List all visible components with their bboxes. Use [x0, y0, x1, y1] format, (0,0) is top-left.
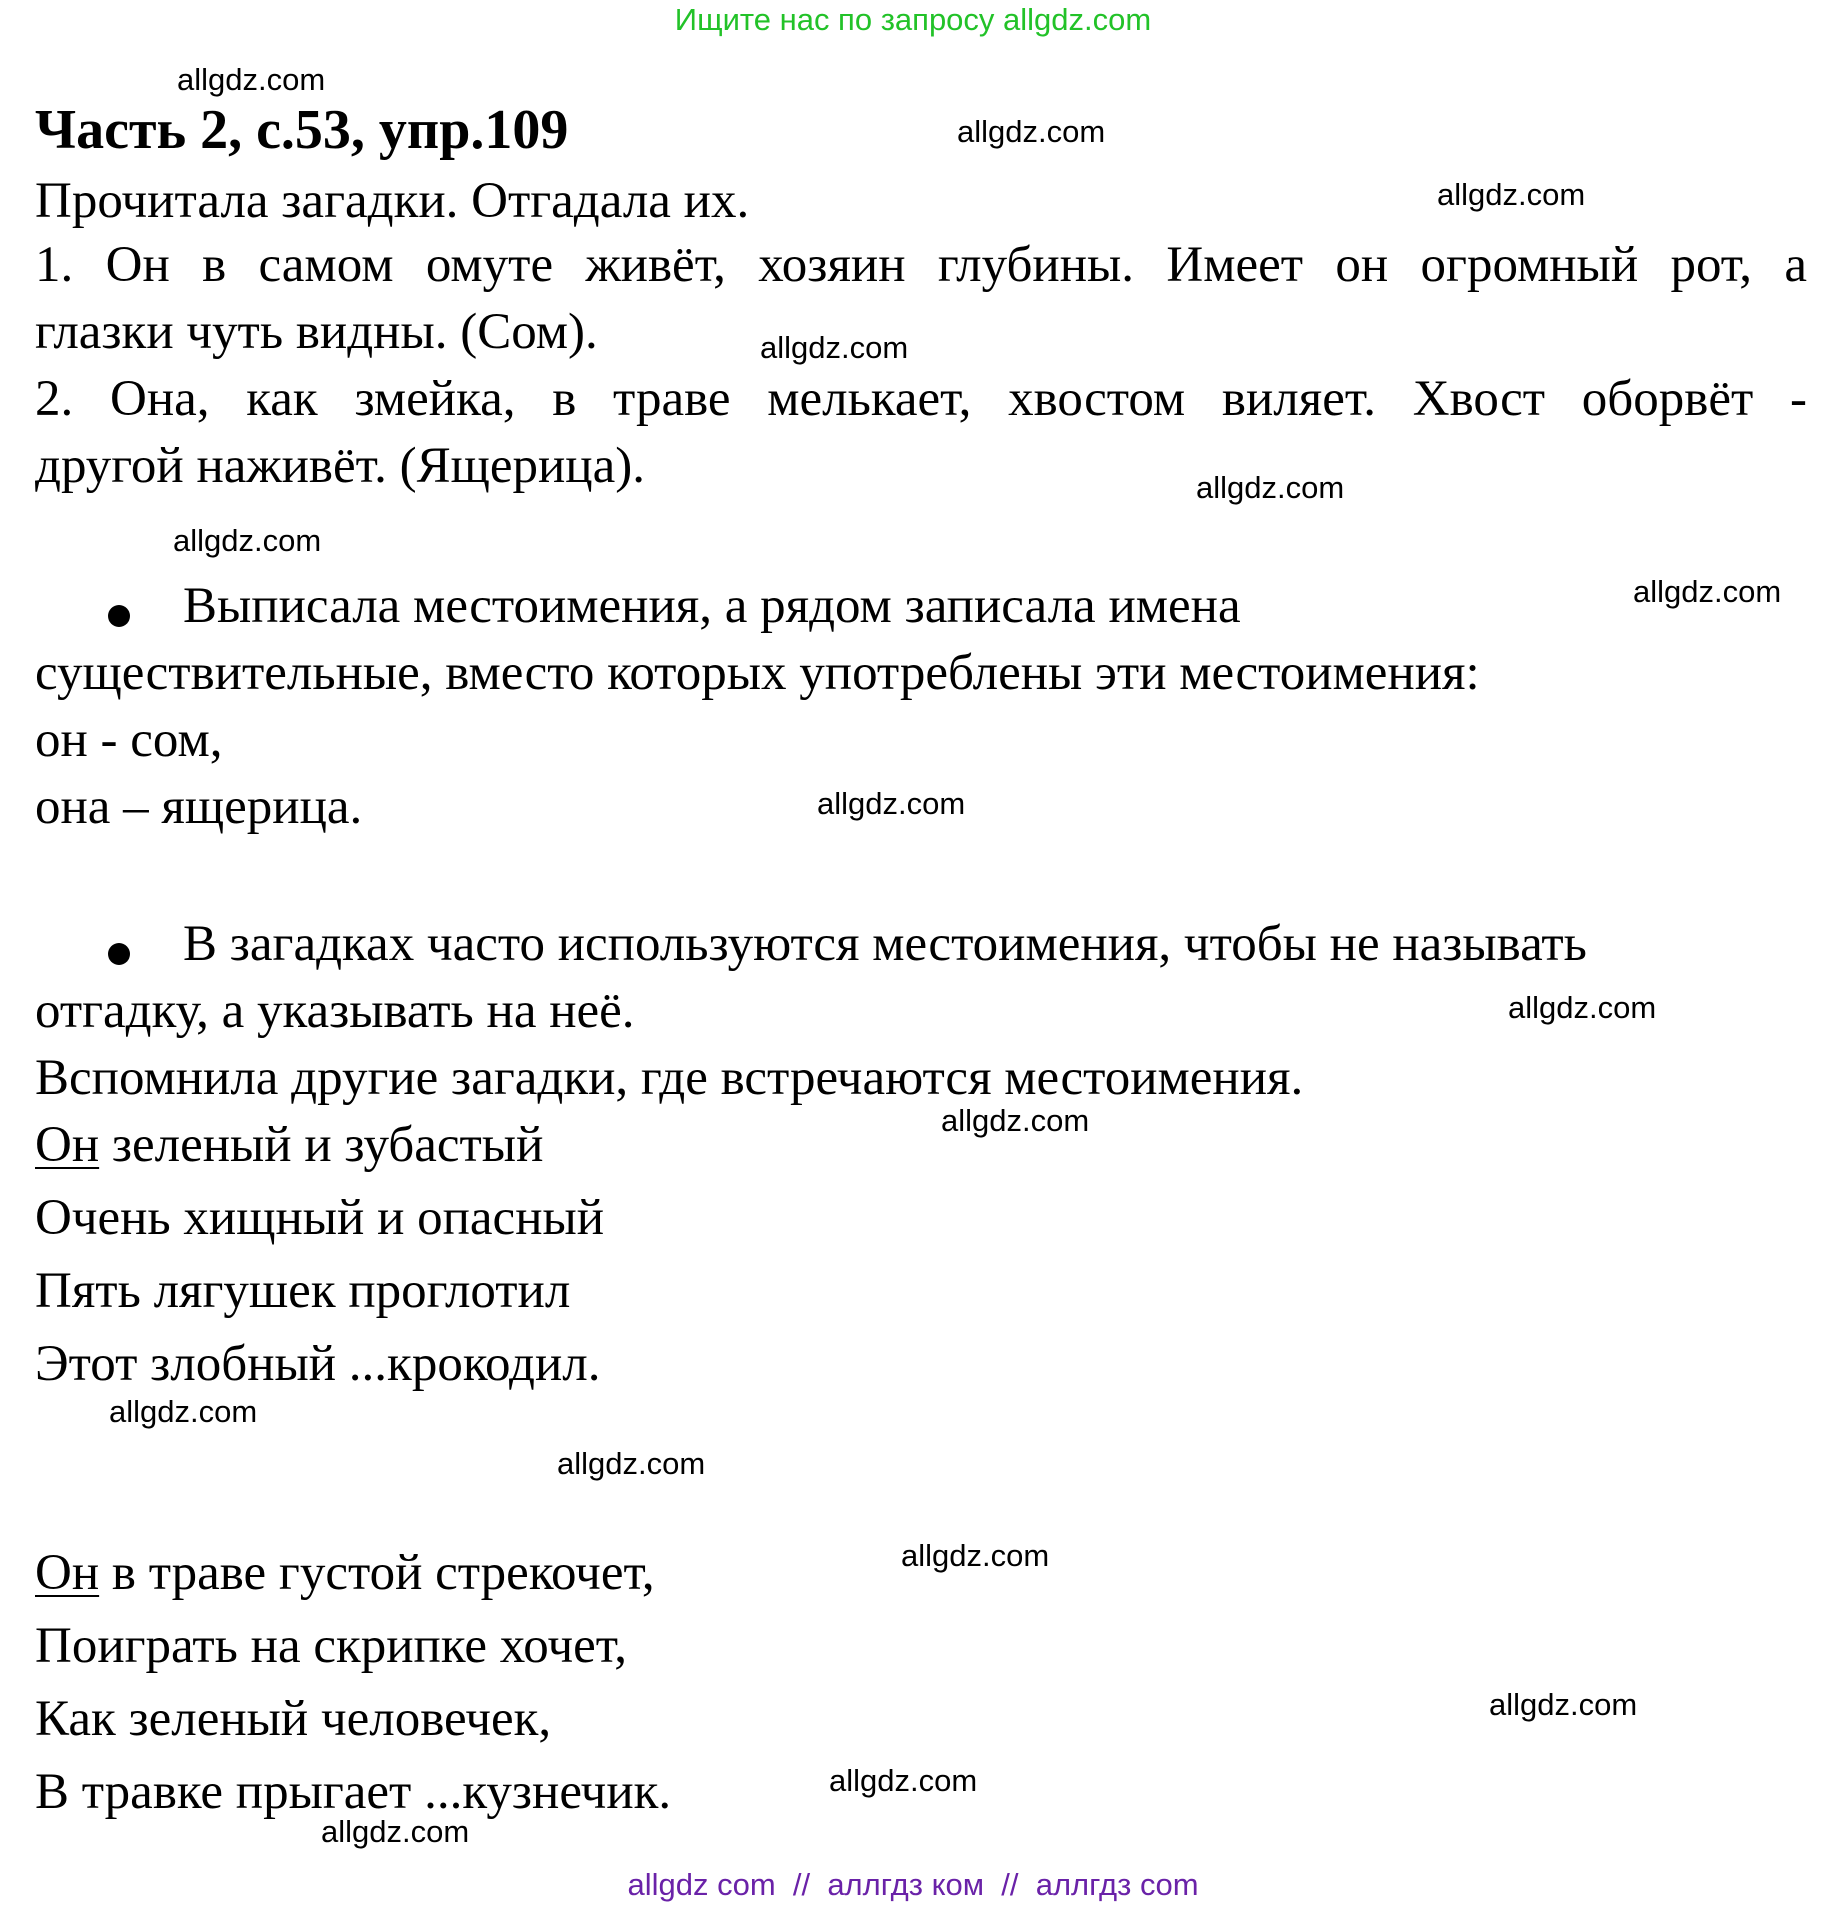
watermark: allgdz.com: [1489, 1687, 1638, 1722]
watermark: allgdz.com: [1437, 177, 1586, 212]
watermark: allgdz.com: [957, 114, 1106, 149]
top-banner: Ищите нас по запросу allgdz.com: [674, 2, 1152, 37]
task-1-bullet-text: Выписала местоимения, а рядом записала имена: [183, 578, 1241, 634]
poem-1-line-4: Этот злобный ...крокодил.: [35, 1336, 601, 1392]
riddle-1-line-2: глазки чуть видны. (Сом).: [35, 304, 598, 360]
poem-2-line-2: Поиграть на скрипке хочет,: [35, 1618, 627, 1674]
watermark: allgdz.com: [321, 1814, 470, 1849]
poem-2-line-1-rest: в траве густой стрекочет,: [99, 1545, 655, 1601]
poem-2-pronoun: Он: [35, 1545, 100, 1601]
intro-text: Прочитала загадки. Отгадала их.: [35, 173, 750, 229]
watermark: allgdz.com: [173, 523, 322, 558]
poem-2-line-3: Как зеленый человечек,: [35, 1691, 552, 1747]
task-2-line-3: Вспомнила другие загадки, где встречаются местоимения.: [35, 1050, 1304, 1106]
riddle-2-line-2: другой наживёт. (Ящерица).: [35, 438, 645, 494]
watermark: allgdz.com: [1633, 574, 1782, 609]
watermark: allgdz.com: [941, 1103, 1090, 1138]
poem-1-pronoun: Он: [35, 1117, 100, 1173]
page-title: Часть 2, с.53, упр.109: [35, 99, 569, 161]
bullet-icon: [108, 605, 130, 627]
poem-1-line-3: Пять лягушек проглотил: [35, 1263, 571, 1319]
watermark: allgdz.com: [901, 1538, 1050, 1573]
task-2-line-2: отгадку, а указывать на неё.: [35, 983, 635, 1039]
bullet-icon: [108, 943, 130, 965]
watermark: allgdz.com: [817, 786, 966, 821]
task-1-pair-1: он - сом,: [35, 712, 223, 768]
riddle-1-line-1: 1. Он в самом омуте живёт, хозяин глубины. Имеет он огромный рот, а: [35, 237, 1807, 293]
watermark: allgdz.com: [109, 1394, 258, 1429]
poem-2-line-1: [35, 1545, 655, 1601]
watermark: allgdz.com: [829, 1763, 978, 1798]
task-2-bullet-text: В загадках часто используются местоимения, чтобы не называть: [183, 916, 1587, 972]
poem-1-line-1: [35, 1117, 544, 1173]
watermark: allgdz.com: [177, 62, 326, 97]
watermark: allgdz.com: [1508, 990, 1657, 1025]
task-1-line-2: существительные, вместо которых употреблены эти местоимения:: [35, 645, 1480, 701]
task-1-pair-2: она – ящерица.: [35, 779, 363, 835]
watermark: allgdz.com: [760, 330, 909, 365]
poem-2-line-4: В травке прыгает ...кузнечик.: [35, 1764, 672, 1820]
poem-1-line-2: Очень хищный и опасный: [35, 1190, 605, 1246]
watermark: allgdz.com: [557, 1446, 706, 1481]
riddle-2-line-1: 2. Она, как змейка, в траве мелькает, хвостом виляет. Хвост оборвёт -: [35, 371, 1807, 427]
footer-links: allgdz com // аллгдз ком // аллгдз com: [627, 1867, 1199, 1902]
watermark: allgdz.com: [1196, 470, 1345, 505]
poem-1-line-1-rest: зеленый и зубастый: [99, 1117, 544, 1173]
